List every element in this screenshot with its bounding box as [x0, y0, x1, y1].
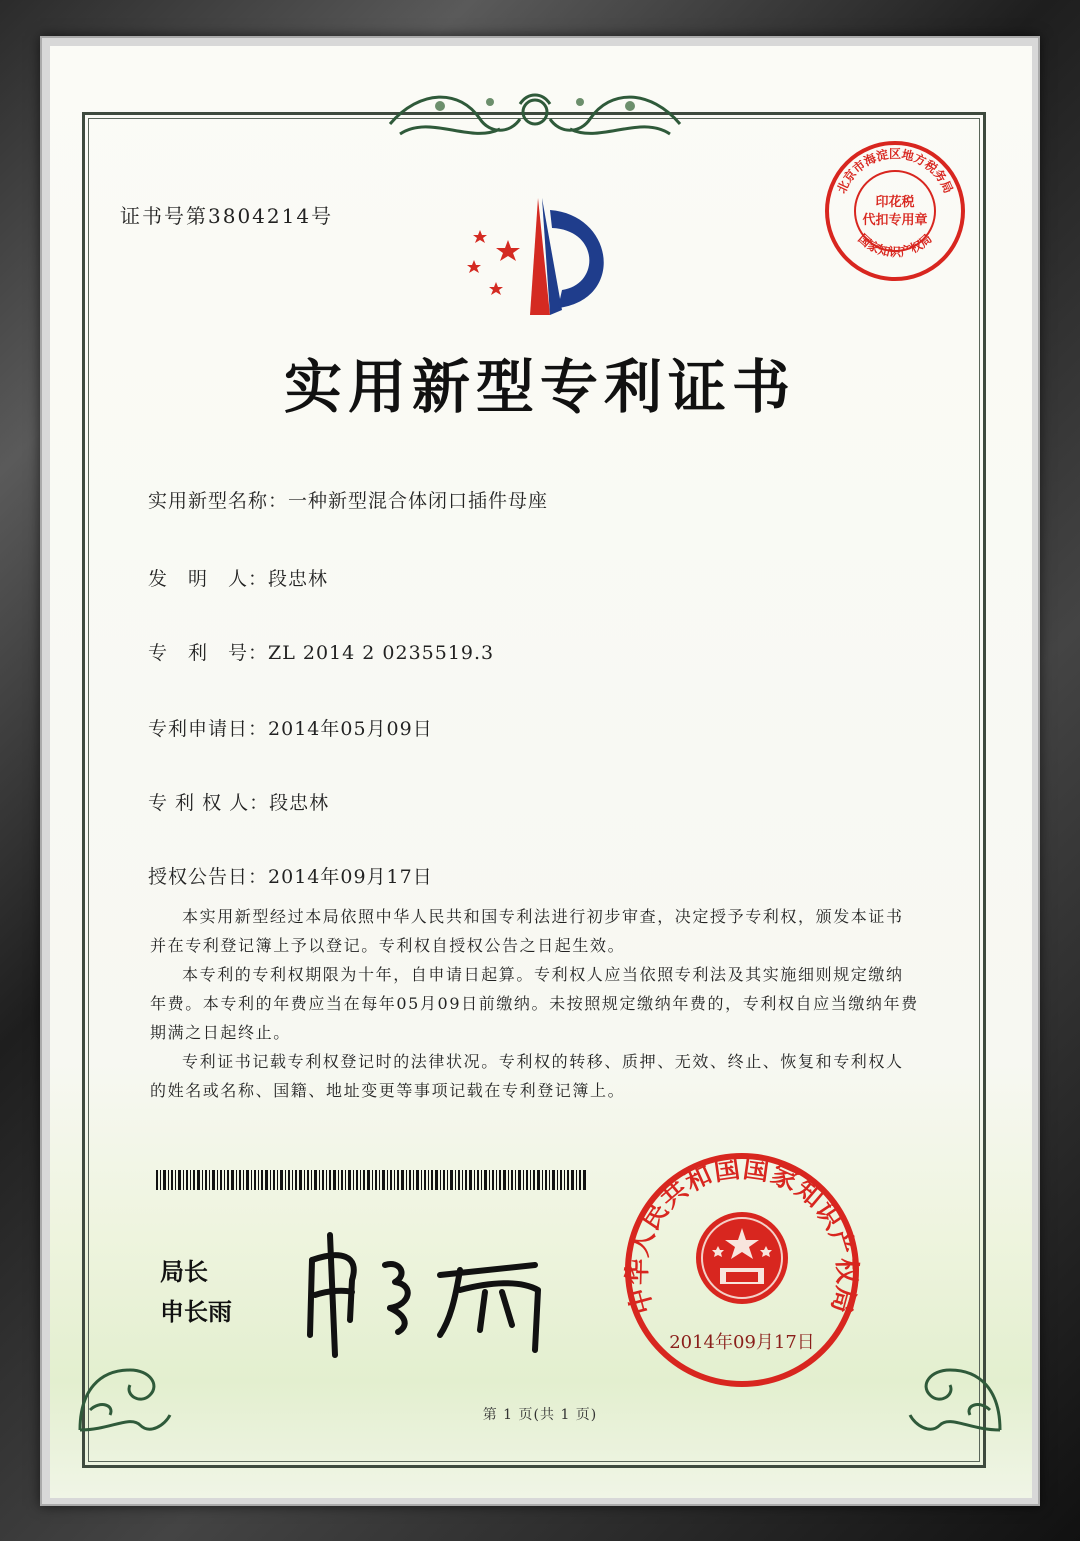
field-label: 专 利 号：: [148, 642, 269, 664]
field-grant-date: [148, 862, 433, 889]
tax-seal-line1: 印花税: [875, 195, 915, 210]
official-seal-stamp: [622, 1150, 862, 1390]
field-utility-name: [148, 486, 548, 513]
body-paragraph: 本实用新型经过本局依照中华人民共和国专利法进行初步审查，决定授予专利权，颁发本证书并在专利登记簿上予以登记。专利权自授权公告之日起生效。: [150, 907, 904, 955]
certificate-title: 实用新型专利证书: [283, 353, 796, 421]
field-value: ZL 2014 2 0235519.3: [268, 642, 495, 664]
field-patentee: [148, 788, 329, 815]
barcode: [156, 1170, 586, 1190]
field-value: 段忠林: [268, 568, 329, 590]
director-title: 局长: [160, 1258, 208, 1286]
field-inventor: [148, 564, 328, 591]
certificate-body: [150, 902, 920, 1105]
seal-text: 中华人民共和国国家知识产权局: [622, 1153, 862, 1318]
tax-seal-line2: 代扣专用章: [862, 213, 928, 228]
field-label: 实用新型名称：: [148, 490, 289, 512]
field-value: 2014年05月09日: [268, 718, 433, 740]
field-label: 授权公告日：: [148, 866, 269, 888]
field-value: 2014年09月17日: [268, 866, 433, 888]
patent-office-emblem: [450, 190, 620, 315]
field-label: 专利申请日：: [148, 718, 269, 740]
field-label: 专 利 权 人：: [148, 792, 270, 814]
tax-seal-stamp: [822, 138, 968, 284]
top-ornament: [380, 84, 690, 150]
director-name: 申长雨: [160, 1298, 232, 1326]
field-application-date: [148, 714, 433, 741]
body-paragraph: 专利证书记载专利权登记时的法律状况。专利权的转移、质押、无效、终止、恢复和专利权人的姓名或名称、国籍、地址变更等事项记载在专利登记簿上。: [150, 1052, 904, 1100]
tax-seal-bottom-text: 国家知识产权局: [855, 231, 935, 260]
svg-text:国家知识产权局: [855, 231, 934, 259]
field-value: 一种新型混合体闭口插件母座: [288, 490, 549, 512]
field-value: 段忠林: [269, 792, 330, 814]
page-footer: 第 1 页(共 1 页): [482, 1407, 598, 1423]
seal-date: 2014年09月17日: [669, 1332, 815, 1353]
field-label: 发 明 人：: [148, 568, 269, 590]
field-patent-number: [148, 638, 494, 665]
director-signature: [290, 1220, 570, 1360]
body-paragraph: 本专利的专利权期限为十年，自申请日起算。专利权人应当依照专利法及其实施细则规定缴纳年费。本专利的年费应当在每年05月09日前缴纳。未按照规定缴纳年费的，专利权自应当缴纳年费期满之日起终止。: [150, 965, 919, 1042]
tax-seal-outer-text: 北京市海淀区地方税务局: [834, 147, 956, 196]
certificate-number: 证书号第3804214号: [120, 204, 334, 228]
